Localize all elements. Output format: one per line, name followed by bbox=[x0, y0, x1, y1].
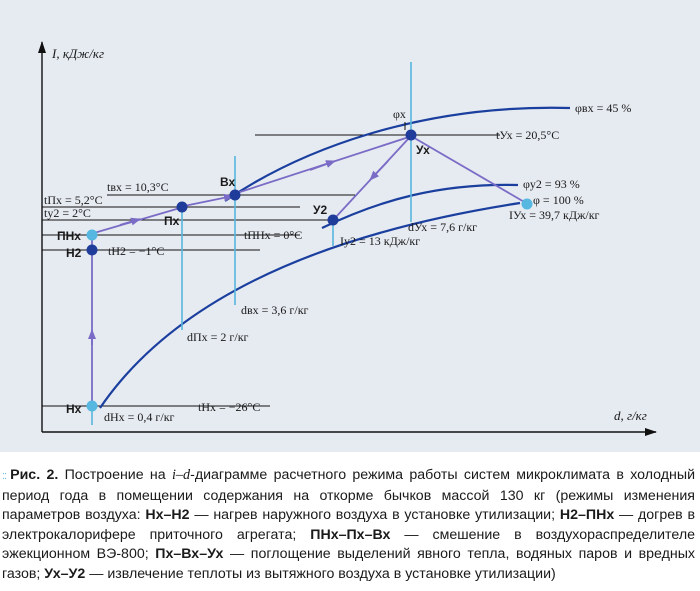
caption-desc3: — смешение в воздухораспределителе эжекционном ВЭ-800; bbox=[2, 526, 695, 563]
caption-part2: -диаграмме расчетного режима работы систем микроклимата в холодный период года в помещении содержания на откорме бычков массой 130 кг (режимы изменения параметров воздуха: bbox=[2, 467, 695, 524]
label-t-h2: tН2 = −1°C bbox=[108, 244, 165, 258]
caption-seg1: Нх–Н2 bbox=[145, 507, 190, 524]
point-vx bbox=[230, 190, 241, 201]
label-d-yx: dУх = 7,6 г/кг bbox=[408, 220, 478, 234]
caption-desc2: — догрев в электрокалорифере приточного агрегата; bbox=[2, 507, 695, 543]
label-t-pnx: tПНх = 0°C bbox=[244, 228, 303, 242]
figure-caption bbox=[2, 466, 695, 585]
label-point-pnx: ПНх bbox=[57, 229, 81, 243]
label-t-yx: tУх = 20,5°C bbox=[496, 128, 560, 142]
curve-phi-in bbox=[225, 108, 570, 201]
label-point-hx: Нх bbox=[66, 402, 82, 416]
label-t-vx: tвх = 10,3°C bbox=[107, 180, 169, 194]
point-h2 bbox=[87, 245, 98, 256]
label-t-px: tПх = 5,2°C bbox=[44, 193, 103, 207]
point-px bbox=[177, 202, 188, 213]
label-point-px: Пх bbox=[164, 214, 180, 228]
caption-desc4: — поглощение выделений явного тепла, водяных паров и вредных газов; bbox=[2, 546, 696, 582]
caption-seg3: ПНх–Пх–Вх bbox=[310, 526, 391, 543]
x-axis-label: d, г/кг bbox=[614, 408, 647, 423]
process-vx-yx-arrow bbox=[310, 161, 335, 170]
caption-seg5: Ух–У2 bbox=[44, 565, 86, 582]
label-point-vx: Вх bbox=[220, 175, 236, 189]
point-pnx bbox=[87, 230, 98, 241]
label-point-y2: У2 bbox=[313, 203, 328, 217]
label-phi-y2: φу2 = 93 % bbox=[523, 177, 580, 191]
label-d-vx: dвх = 3,6 г/кг bbox=[241, 303, 309, 317]
point-hx bbox=[87, 401, 98, 412]
label-phi-in: φвх = 45 % bbox=[575, 101, 632, 115]
caption-desc1: — нагрев наружного воздуха в установке утилизации; bbox=[189, 507, 560, 524]
label-phi-x: φх bbox=[393, 107, 406, 121]
y-axis-label: I, кДж/кг bbox=[52, 46, 105, 61]
caption-lead: Рис. 2. bbox=[10, 467, 59, 483]
caption-desc5: — извлечение теплоты из вытяжного воздуха в установке утилизации) bbox=[85, 565, 556, 582]
caption-id-italic: i–d bbox=[171, 467, 191, 483]
caption-seg2: Н2–ПНх bbox=[559, 507, 615, 524]
label-phi-100: φ = 100 % bbox=[533, 193, 584, 207]
caption-marker-icon: :: bbox=[2, 470, 7, 482]
label-d-hx: dНх = 0,4 г/кг bbox=[104, 410, 175, 424]
label-point-h2: Н2 bbox=[66, 246, 82, 260]
caption-seg4: Пх–Вх–Ух bbox=[155, 546, 224, 563]
caption-part1: Построение на bbox=[58, 467, 172, 483]
label-i-yx: IУх = 39,7 кДж/кг bbox=[509, 208, 600, 222]
label-t-hx: tНх = −26°C bbox=[198, 400, 261, 414]
process-yx-y2-arrow bbox=[370, 161, 388, 180]
label-d-px: dПх = 2 г/кг bbox=[187, 330, 249, 344]
point-yx bbox=[406, 130, 417, 141]
label-t-y2: tу2 = 2°C bbox=[44, 206, 91, 220]
label-point-yx: Ух bbox=[416, 143, 430, 157]
point-y2 bbox=[328, 215, 339, 226]
label-i-y2: Iу2 = 13 кДж/кг bbox=[340, 234, 421, 248]
